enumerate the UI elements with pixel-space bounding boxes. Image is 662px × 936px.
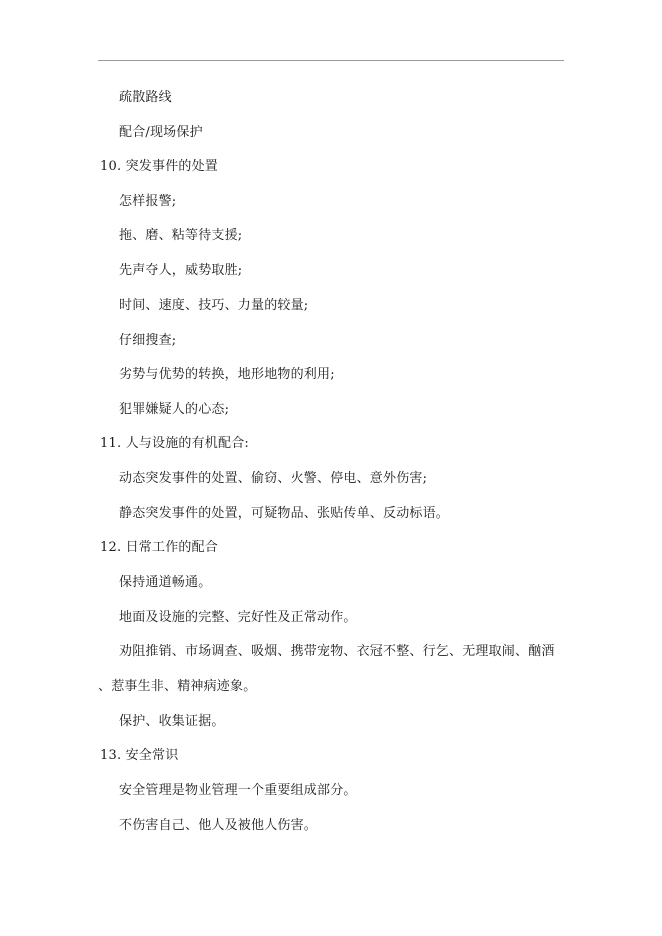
text-line: 疏散路线 <box>119 90 172 105</box>
text-line: 保护、收集证据。 <box>119 714 225 729</box>
text-line: 先声夺人，威势取胜; <box>119 263 243 278</box>
text-line: 劣势与优势的转换，地形地物的利用; <box>119 367 335 382</box>
text-line-continuation: 、惹事生非、精神病迹象。 <box>98 679 257 694</box>
text-line: 地面及设施的完整、完好性及正常动作。 <box>119 610 357 625</box>
header-rule <box>98 60 564 61</box>
text-line: 保持通道畅通。 <box>119 575 212 590</box>
text-line: 劝阻推销、市场调查、吸烟、携带宠物、衣冠不整、行乞、无理取闹、酗酒 <box>119 644 555 659</box>
text-line: 安全管理是物业管理一个重要组成部分。 <box>119 783 357 798</box>
section-heading: 13. 安全常识 <box>100 748 179 763</box>
text-line: 怎样报警; <box>119 194 177 209</box>
text-line: 配合/现场保护 <box>119 125 203 140</box>
text-line: 静态突发事件的处置，可疑物品、张贴传单、反动标语。 <box>119 506 450 521</box>
text-line: 不伤害自己、他人及被他人伤害。 <box>119 818 318 833</box>
text-line: 犯罪嫌疑人的心态; <box>119 402 230 417</box>
text-line: 仔细搜查; <box>119 333 177 348</box>
section-heading: 12. 日常工作的配合 <box>100 540 219 555</box>
section-heading: 10. 突发事件的处置 <box>100 159 219 174</box>
text-line: 拖、磨、粘等待支援; <box>119 228 243 243</box>
section-heading: 11. 人与设施的有机配合: <box>100 436 249 451</box>
text-line: 动态突发事件的处置、偷窃、火警、停电、意外伤害; <box>119 471 428 486</box>
text-line: 时间、速度、技巧、力量的较量; <box>119 298 309 313</box>
